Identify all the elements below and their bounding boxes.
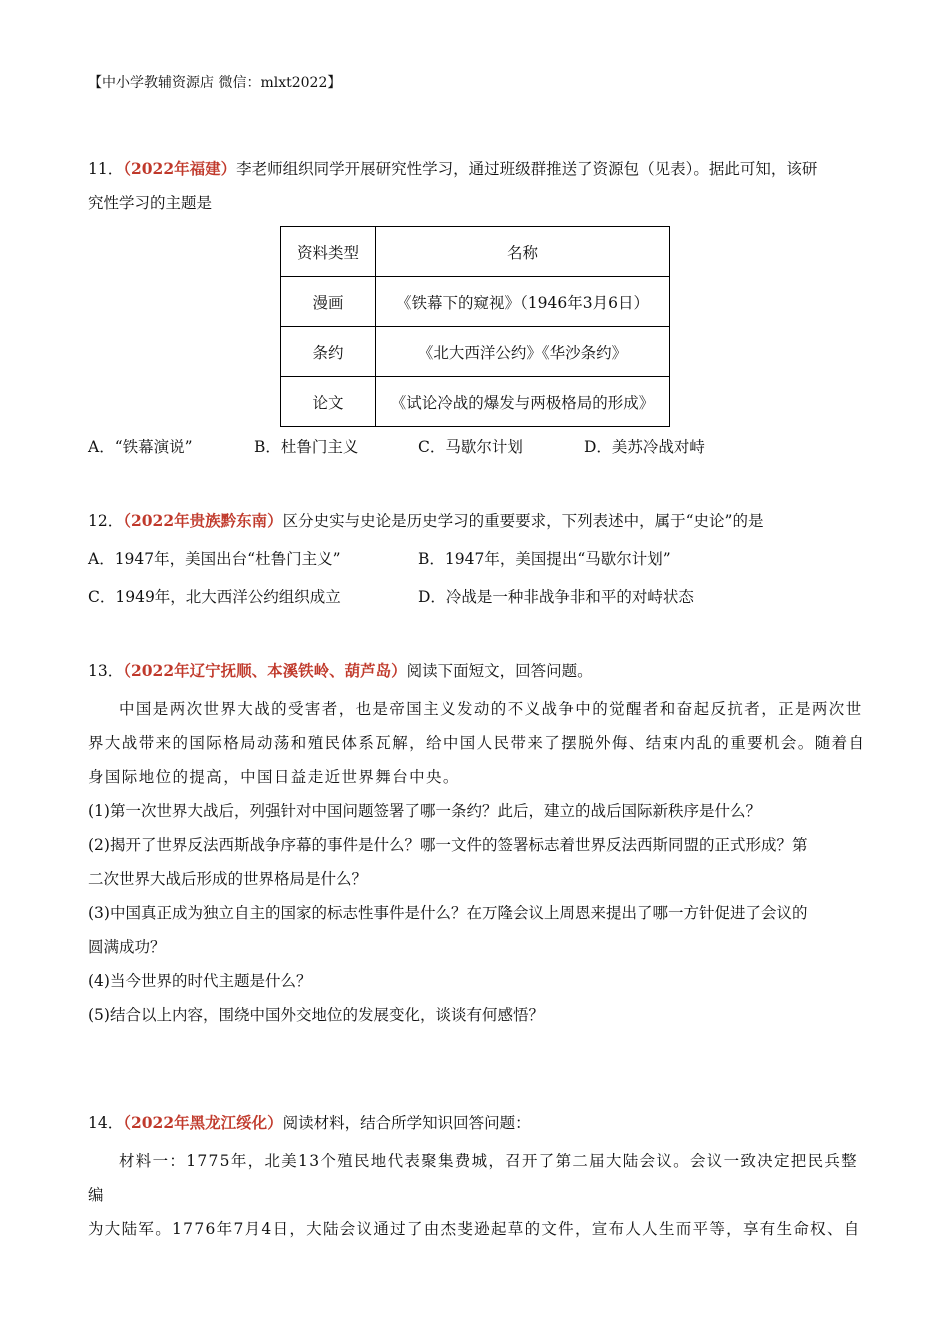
question-13-subquestions: [88, 794, 866, 1032]
question-number: 12．: [88, 512, 124, 530]
option-c: C．马歇尔计划: [418, 438, 523, 456]
question-stem: 阅读材料，结合所学知识回答问题：: [282, 1114, 531, 1132]
question-14-stem: [88, 1106, 866, 1140]
question-13-passage: [88, 692, 866, 794]
question-13-stem: [88, 654, 866, 688]
question-number: 11．: [88, 160, 124, 178]
passage-line: 中国是两次世界大战的受害者，也是帝国主义发动的不义战争中的觉醒者和奋起反抗者，正是两次世: [119, 700, 863, 718]
table-cell: 《北大西洋公约》《华沙条约》: [376, 327, 670, 377]
sub-question: 圆满成功？: [88, 938, 166, 956]
table-header-row: [281, 227, 670, 277]
table-header-cell: 资料类型: [281, 227, 376, 277]
question-source: （2022年辽宁抚顺、本溪铁岭、葫芦岛）: [123, 661, 407, 680]
table-cell: 条约: [281, 327, 376, 377]
question-number: 14．: [88, 1114, 124, 1132]
sub-question: (3)中国真正成为独立自主的国家的标志性事件是什么？在万隆会议上周恩来提出了哪一方针促进了会议的: [88, 904, 808, 922]
option-a: A．1947年，美国出台“杜鲁门主义”: [88, 550, 341, 568]
option-b: B．杜鲁门主义: [254, 438, 359, 456]
question-11-stem: [88, 152, 866, 186]
question-source: （2022年福建）: [123, 159, 237, 178]
question-number: 13．: [88, 662, 124, 680]
option-a: A．“铁幕演说”: [88, 438, 193, 456]
sub-question: (1)第一次世界大战后，列强针对中国问题签署了哪一条约？此后，建立的战后国际新秩序是什么？: [88, 802, 761, 820]
sub-question: (2)揭开了世界反法西斯战争序幕的事件是什么？哪一文件的签署标志着世界反法西斯同盟的正式形成？第: [88, 836, 808, 854]
page-header: 【中小学教辅资源店 微信：mlxt2022】: [88, 75, 342, 91]
table-cell: 漫画: [281, 277, 376, 327]
table-row: [281, 327, 670, 377]
option-b: B．1947年，美国提出“马歇尔计划”: [418, 550, 671, 568]
option-d: D．冷战是一种非战争非和平的对峙状态: [418, 588, 694, 606]
table-cell: 《铁幕下的窥视》（1946年3月6日）: [376, 277, 670, 327]
passage-line: 界大战带来的国际格局动荡和殖民体系瓦解，给中国人民带来了摆脱外侮、结束内乱的重要机会。随着自: [88, 734, 866, 752]
table-header-cell: 名称: [376, 227, 670, 277]
table-cell: 论文: [281, 377, 376, 427]
table-cell: 《试论冷战的爆发与两极格局的形成》: [376, 377, 670, 427]
sub-question: 二次世界大战后形成的世界格局是什么？: [88, 870, 368, 888]
table-row: [281, 377, 670, 427]
question-13: [88, 654, 866, 1032]
resource-table: [280, 226, 670, 427]
question-stem: 区分史实与史论是历史学习的重要要求，下列表述中，属于“史论”的是: [282, 512, 764, 530]
sub-question: (4)当今世界的时代主题是什么？: [88, 972, 312, 990]
question-stem: 阅读下面短文，回答问题。: [406, 662, 593, 680]
table-row: [281, 277, 670, 327]
question-11-options: [88, 430, 866, 464]
question-stem-line: 李老师组织同学开展研究性学习，通过班级群推送了资源包（见表）。据此可知，该研: [236, 160, 818, 178]
sub-question: (5)结合以上内容，围绕中国外交地位的发展变化，谈谈有何感悟？: [88, 1006, 544, 1024]
question-source: （2022年贵族黔东南）: [123, 511, 283, 530]
question-12-options-row1: [88, 542, 866, 576]
option-c: C．1949年，北大西洋公约组织成立: [88, 588, 341, 606]
question-11: [88, 152, 866, 220]
question-12-stem: [88, 504, 866, 538]
question-12: [88, 504, 866, 614]
question-14-passage: [88, 1144, 866, 1246]
option-d: D．美苏冷战对峙: [584, 438, 705, 456]
passage-line: 为大陆军。1776年7月4日，大陆会议通过了由杰斐逊起草的文件，宣布人人生而平等，享有生命权、自: [88, 1220, 861, 1238]
question-14: [88, 1106, 866, 1246]
passage-line: 身国际地位的提高，中国日益走近世界舞台中央。: [88, 768, 460, 786]
passage-line: 材料一：1775年，北美13个殖民地代表聚集费城，召开了第二届大陆会议。会议一致决定把民兵整编: [88, 1152, 858, 1204]
question-12-options-row2: [88, 580, 866, 614]
question-stem-line: 究性学习的主题是: [88, 194, 213, 212]
question-source: （2022年黑龙江绥化）: [123, 1113, 283, 1132]
